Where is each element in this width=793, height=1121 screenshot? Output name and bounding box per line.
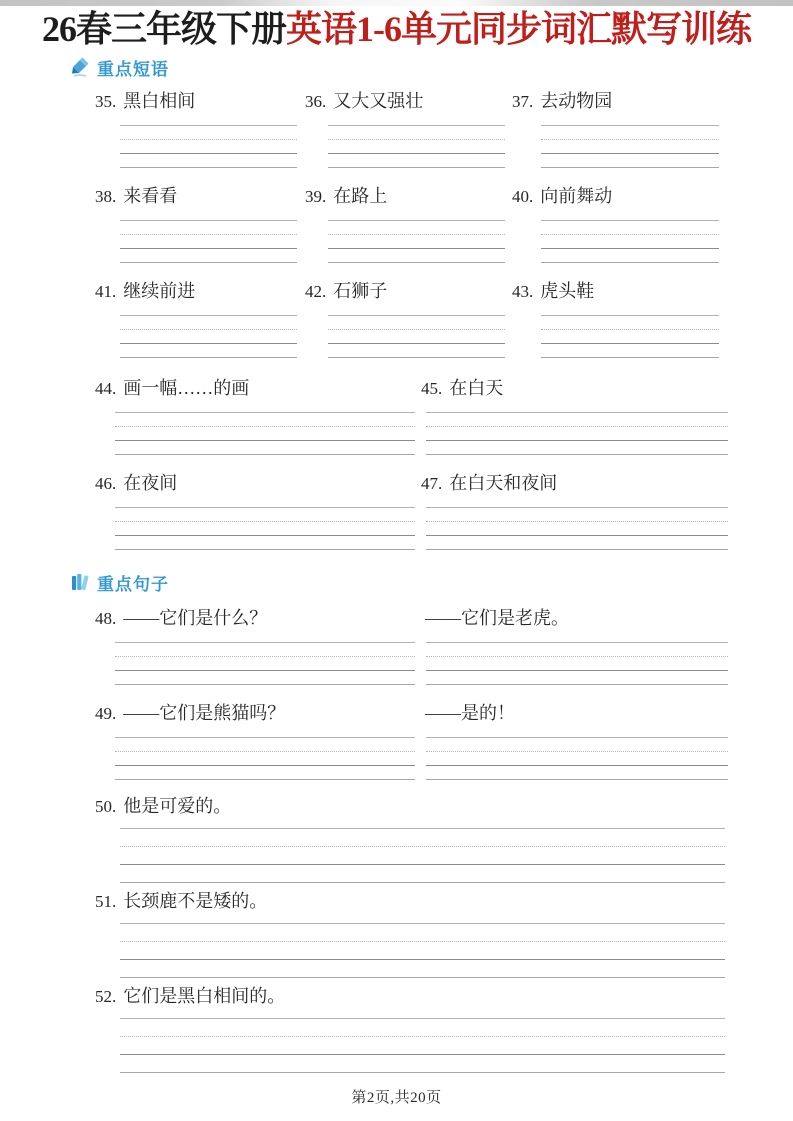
item-label-39 bbox=[305, 182, 387, 208]
writing-lines bbox=[426, 412, 728, 455]
item-text: 他是可爱的。 bbox=[123, 796, 232, 817]
writing-lines bbox=[120, 125, 297, 168]
writing-lines bbox=[541, 125, 719, 168]
writing-lines bbox=[426, 737, 728, 780]
title-black-part: 26春三年级下册 bbox=[41, 9, 286, 49]
writing-lines bbox=[328, 125, 505, 168]
phrase-row bbox=[0, 277, 793, 374]
item-text: 黑白相间 bbox=[123, 91, 196, 112]
item-text: 在路上 bbox=[333, 186, 388, 207]
writing-lines bbox=[120, 1018, 725, 1073]
item-number: 47. bbox=[421, 474, 443, 494]
section-title-sentences: 重点句子 bbox=[97, 574, 169, 594]
item-label-42 bbox=[305, 277, 387, 303]
sentence-row bbox=[0, 699, 793, 792]
item-number: 52. bbox=[95, 987, 117, 1007]
item-text-answer: ——它们是老虎。 bbox=[425, 608, 569, 629]
title-red-part: 英语1-6单元同步词汇默写训练 bbox=[286, 9, 751, 49]
sentences-rows bbox=[0, 604, 793, 1070]
item-text: 继续前进 bbox=[123, 281, 196, 302]
item-number: 42. bbox=[305, 282, 327, 302]
item-label-49-answer bbox=[425, 699, 515, 725]
item-text: 它们是黑白相间的。 bbox=[123, 986, 286, 1007]
item-text-answer: ——是的！ bbox=[425, 703, 515, 724]
item-label-50 bbox=[95, 792, 231, 818]
item-label-37 bbox=[512, 87, 612, 113]
writing-lines bbox=[541, 220, 719, 263]
sentence-row bbox=[0, 982, 793, 1070]
item-label-38 bbox=[95, 182, 177, 208]
item-number: 38. bbox=[95, 187, 117, 207]
writing-lines bbox=[120, 923, 725, 978]
item-number: 43. bbox=[512, 282, 534, 302]
item-label-40 bbox=[512, 182, 612, 208]
sentence-row bbox=[0, 887, 793, 982]
item-number: 46. bbox=[95, 474, 117, 494]
books-icon bbox=[70, 572, 90, 592]
item-number: 36. bbox=[305, 92, 327, 112]
item-label-35 bbox=[95, 87, 195, 113]
item-number: 51. bbox=[95, 892, 117, 912]
section-title-phrases: 重点短语 bbox=[97, 59, 169, 79]
section-header-sentences bbox=[70, 570, 793, 594]
writing-lines bbox=[115, 412, 415, 455]
item-text: 去动物园 bbox=[540, 91, 613, 112]
writing-lines bbox=[120, 828, 725, 883]
item-label-47 bbox=[421, 469, 557, 495]
item-label-44 bbox=[95, 374, 249, 400]
writing-lines bbox=[115, 737, 415, 780]
phrases-rows bbox=[0, 87, 793, 562]
page-number-footer: 第2页,共20页 bbox=[351, 1090, 442, 1107]
item-label-41 bbox=[95, 277, 195, 303]
item-text: 向前舞动 bbox=[540, 186, 613, 207]
phrase-row bbox=[0, 469, 793, 562]
item-label-36 bbox=[305, 87, 423, 113]
item-label-48-answer bbox=[425, 604, 569, 630]
item-label-43 bbox=[512, 277, 594, 303]
writing-lines bbox=[115, 507, 415, 550]
item-text: 在白天 bbox=[449, 378, 504, 399]
page-top-edge bbox=[0, 0, 793, 6]
item-number: 48. bbox=[95, 609, 117, 629]
item-label-46 bbox=[95, 469, 177, 495]
item-number: 44. bbox=[95, 379, 117, 399]
item-text: 长颈鹿不是矮的。 bbox=[123, 891, 268, 912]
item-number: 35. bbox=[95, 92, 117, 112]
item-text: 又大又强壮 bbox=[333, 91, 424, 112]
writing-lines bbox=[328, 315, 505, 358]
item-text: 在白天和夜间 bbox=[449, 473, 558, 494]
item-label-51 bbox=[95, 887, 267, 913]
writing-lines bbox=[426, 507, 728, 550]
sentence-row bbox=[0, 604, 793, 699]
item-number: 40. bbox=[512, 187, 534, 207]
item-text: 画一幅……的画 bbox=[123, 378, 250, 399]
writing-lines bbox=[541, 315, 719, 358]
section-header-phrases bbox=[70, 55, 793, 79]
item-label-52 bbox=[95, 982, 285, 1008]
item-label-49 bbox=[95, 699, 285, 725]
phrase-row bbox=[0, 87, 793, 182]
item-label-48 bbox=[95, 604, 267, 630]
item-number: 45. bbox=[421, 379, 443, 399]
item-text-question: ——它们是什么？ bbox=[123, 608, 268, 629]
writing-lines bbox=[115, 642, 415, 685]
item-number: 50. bbox=[95, 797, 117, 817]
writing-lines bbox=[426, 642, 728, 685]
writing-lines bbox=[328, 220, 505, 263]
writing-lines bbox=[120, 315, 297, 358]
item-number: 39. bbox=[305, 187, 327, 207]
phrase-row bbox=[0, 374, 793, 469]
page-title bbox=[10, 9, 783, 49]
item-text: 来看看 bbox=[123, 186, 178, 207]
item-text: 虎头鞋 bbox=[540, 281, 595, 302]
item-number: 37. bbox=[512, 92, 534, 112]
sentence-row bbox=[0, 792, 793, 887]
item-number: 49. bbox=[95, 704, 117, 724]
item-text-question: ——它们是熊猫吗？ bbox=[123, 703, 286, 724]
highlighter-pen-icon bbox=[70, 57, 90, 77]
item-text: 石狮子 bbox=[333, 281, 388, 302]
writing-lines bbox=[120, 220, 297, 263]
item-text: 在夜间 bbox=[123, 473, 178, 494]
item-number: 41. bbox=[95, 282, 117, 302]
phrase-row bbox=[0, 182, 793, 277]
item-label-45 bbox=[421, 374, 503, 400]
